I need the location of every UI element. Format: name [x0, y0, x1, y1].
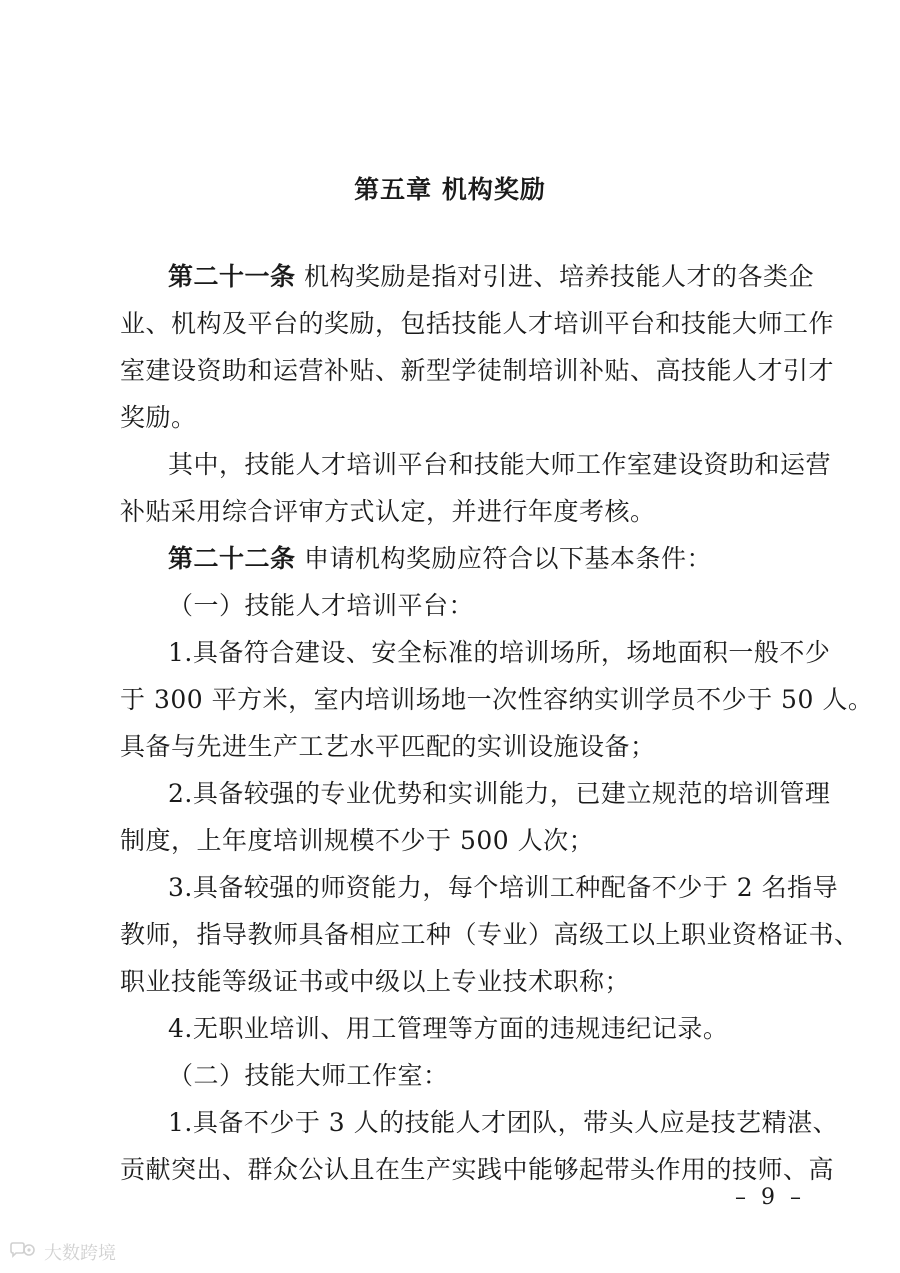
- page-number: – 9 –: [735, 1185, 805, 1210]
- item-1-line-1: 1.具备符合建设、安全标准的培训场所，场地面积一般不少: [168, 638, 831, 667]
- speech-bubble-logo-icon: [8, 1241, 38, 1263]
- article-22-text: 申请机构奖励应符合以下基本条件：: [295, 544, 712, 573]
- article-21-line-3: 室建设资助和运营补贴、新型学徒制培训补贴、高技能人才引才: [120, 356, 835, 385]
- item-3-line-1: 3.具备较强的师资能力，每个培训工种配备不少于 2 名指导: [168, 873, 839, 902]
- section-1-heading: （一）技能人才培训平台：: [168, 591, 475, 620]
- paragraph-2-line-1: 其中，技能人才培训平台和技能大师工作室建设资助和运营: [168, 450, 832, 479]
- article-21-line-4: 奖励。: [120, 403, 197, 432]
- article-21-line-2: 业、机构及平台的奖励，包括技能人才培训平台和技能大师工作: [120, 309, 835, 338]
- section-2-heading: （二）技能大师工作室：: [168, 1061, 449, 1090]
- item-3-line-3: 职业技能等级证书或中级以上专业技术职称；: [120, 967, 631, 996]
- item-1-line-2: 于 300 平方米，室内培训场地一次性容纳实训学员不少于 50 人。: [120, 685, 874, 714]
- article-22-line-1: [168, 544, 712, 574]
- watermark-text: 大数跨境: [44, 1243, 116, 1264]
- item-5-line-1: 1.具备不少于 3 人的技能人才团队，带头人应是技艺精湛、: [168, 1108, 839, 1137]
- chapter-title: 第五章 机构奖励: [354, 175, 546, 204]
- item-5-line-2: 贡献突出、群众公认且在生产实践中能够起带头作用的技师、高: [120, 1155, 835, 1184]
- watermark: [8, 1238, 116, 1266]
- item-2-line-2: 制度，上年度培训规模不少于 500 人次；: [120, 826, 595, 855]
- item-3-line-2: 教师，指导教师具备相应工种（专业）高级工以上职业资格证书、: [120, 920, 860, 949]
- item-1-line-3: 具备与先进生产工艺水平匹配的实训设施设备；: [120, 732, 656, 761]
- item-4-line-1: 4.无职业培训、用工管理等方面的违规违纪记录。: [168, 1014, 729, 1043]
- article-21-heading: 第二十一条: [168, 262, 296, 291]
- article-21-line-1: [168, 262, 814, 292]
- item-2-line-1: 2.具备较强的专业优势和实训能力，已建立规范的培训管理: [168, 779, 831, 808]
- article-22-heading: 第二十二条: [168, 544, 296, 573]
- paragraph-2-line-2: 补贴采用综合评审方式认定，并进行年度考核。: [120, 497, 656, 526]
- article-21-text: 机构奖励是指对引进、培养技能人才的各类企: [295, 262, 814, 291]
